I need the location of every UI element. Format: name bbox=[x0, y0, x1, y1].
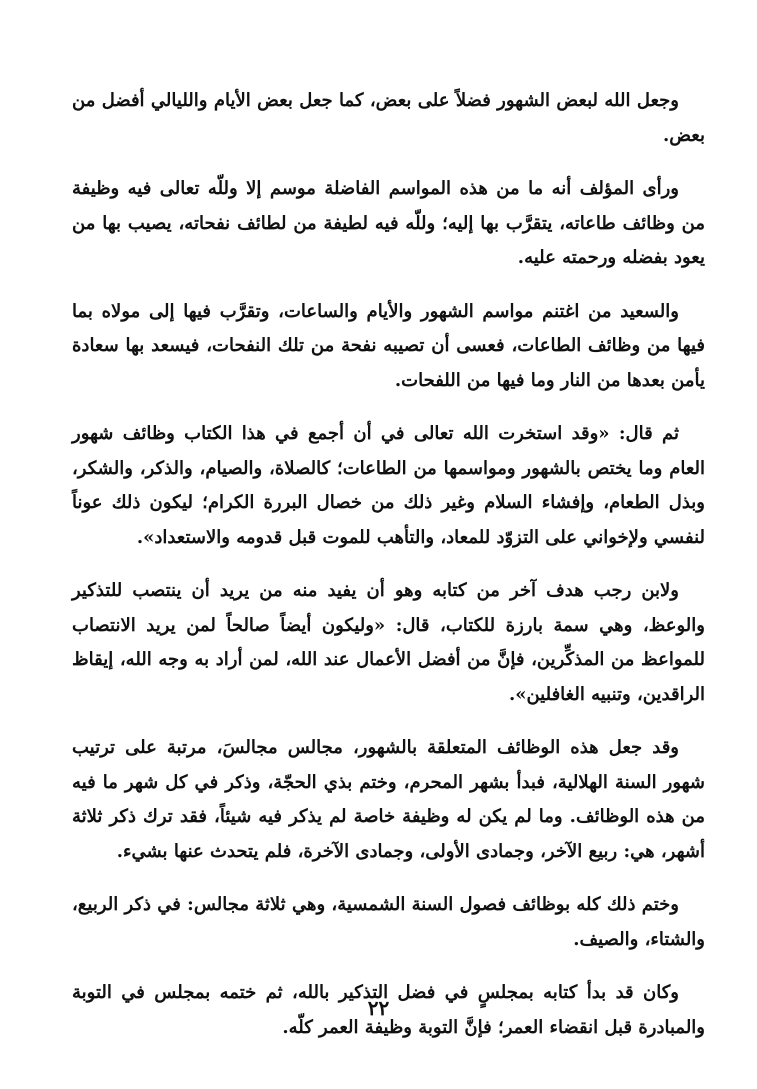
paragraph-3: والسعيد من اغتنم مواسم الشهور والأيام والساعات، وتقرَّب فيها إلى مولاه بما فيها من وظائف الطاعات، فعسى أن تصيبه نفحة من تلك النفحات، فيسعد بها سعادة يأمن بعدها من النار وما فيها من اللفحات. bbox=[72, 300, 705, 391]
body-text bbox=[72, 84, 705, 1064]
page-number: ٢٢ bbox=[367, 996, 390, 1020]
paragraph-4: ثم قال: «وقد استخرت الله تعالى في أن أجمع في هذا الكتاب وظائف شهور العام وما يختص بالشهور ومواسمها من الطاعات؛ كالصلاة، والصيام، والذكر، والشكر، وبذل الطعام، وإفشاء السلام وغير ذلك من خصال البررة الكرام؛ ليكون ذلك عوناً لنفسي ولإخواني على التزوّد للمعاد، والتأهب للموت قبل قدومه والاستعداد». bbox=[72, 423, 705, 548]
paragraph-7: وختم ذلك كله بوظائف فصول السنة الشمسية، وهي ثلاثة مجالس: في ذكر الربيع، والشتاء، والصيف. bbox=[72, 894, 705, 950]
paragraph-8: وكان قد بدأ كتابه بمجلسٍ في فضل التذكير بالله، ثم ختمه بمجلس في التوبة والمبادرة قبل انقضاء العمر؛ فإنَّ التوبة وظيفة العمر كلّه. bbox=[72, 982, 705, 1038]
paragraph-2: ورأى المؤلف أنه ما من هذه المواسم الفاضلة موسم إلا وللّه تعالى فيه وظيفة من وظائف طاعاته، يتقرَّب بها إليه؛ وللّه فيه لطيفة من لطائف نفحاته، يصيب بها من يعود بفضله ورحمته عليه. bbox=[72, 178, 705, 268]
paragraph-1: وجعل الله لبعض الشهور فضلاً على بعض، كما جعل بعض الأيام والليالي أفضل من بعض. bbox=[72, 90, 705, 146]
paragraph-6: وقد جعل هذه الوظائف المتعلقة بالشهور، مجالس مجالسَ، مرتبة على ترتيب شهور السنة الهلالية، فبدأ بشهر المحرم، وختم بذي الحجّة، وذكر في كل شهر ما فيه من هذه الوظائف. وما لم يكن له وظيفة خاصة لم يذكر فيه شيئاً، فقد ترك ذكر ثلاثة أشهر، هي: ربيع الآخر، وجمادى الأولى، وجمادى الآخرة، فلم يتحدث عنها بشيء. bbox=[72, 737, 705, 862]
paragraph-5: ولابن رجب هدف آخر من كتابه وهو أن يفيد منه من يريد أن ينتصب للتذكير والوعظ، وهي سمة بارزة للكتاب، قال: «وليكون أيضاً صالحاً لمن يريد الانتصاب للمواعظ من المذكِّرين، فإنَّ من أفضل الأعمال عند الله، لمن أراد به وجه الله، إيقاظ الراقدين، وتنبيه الغافلين». bbox=[72, 580, 705, 705]
